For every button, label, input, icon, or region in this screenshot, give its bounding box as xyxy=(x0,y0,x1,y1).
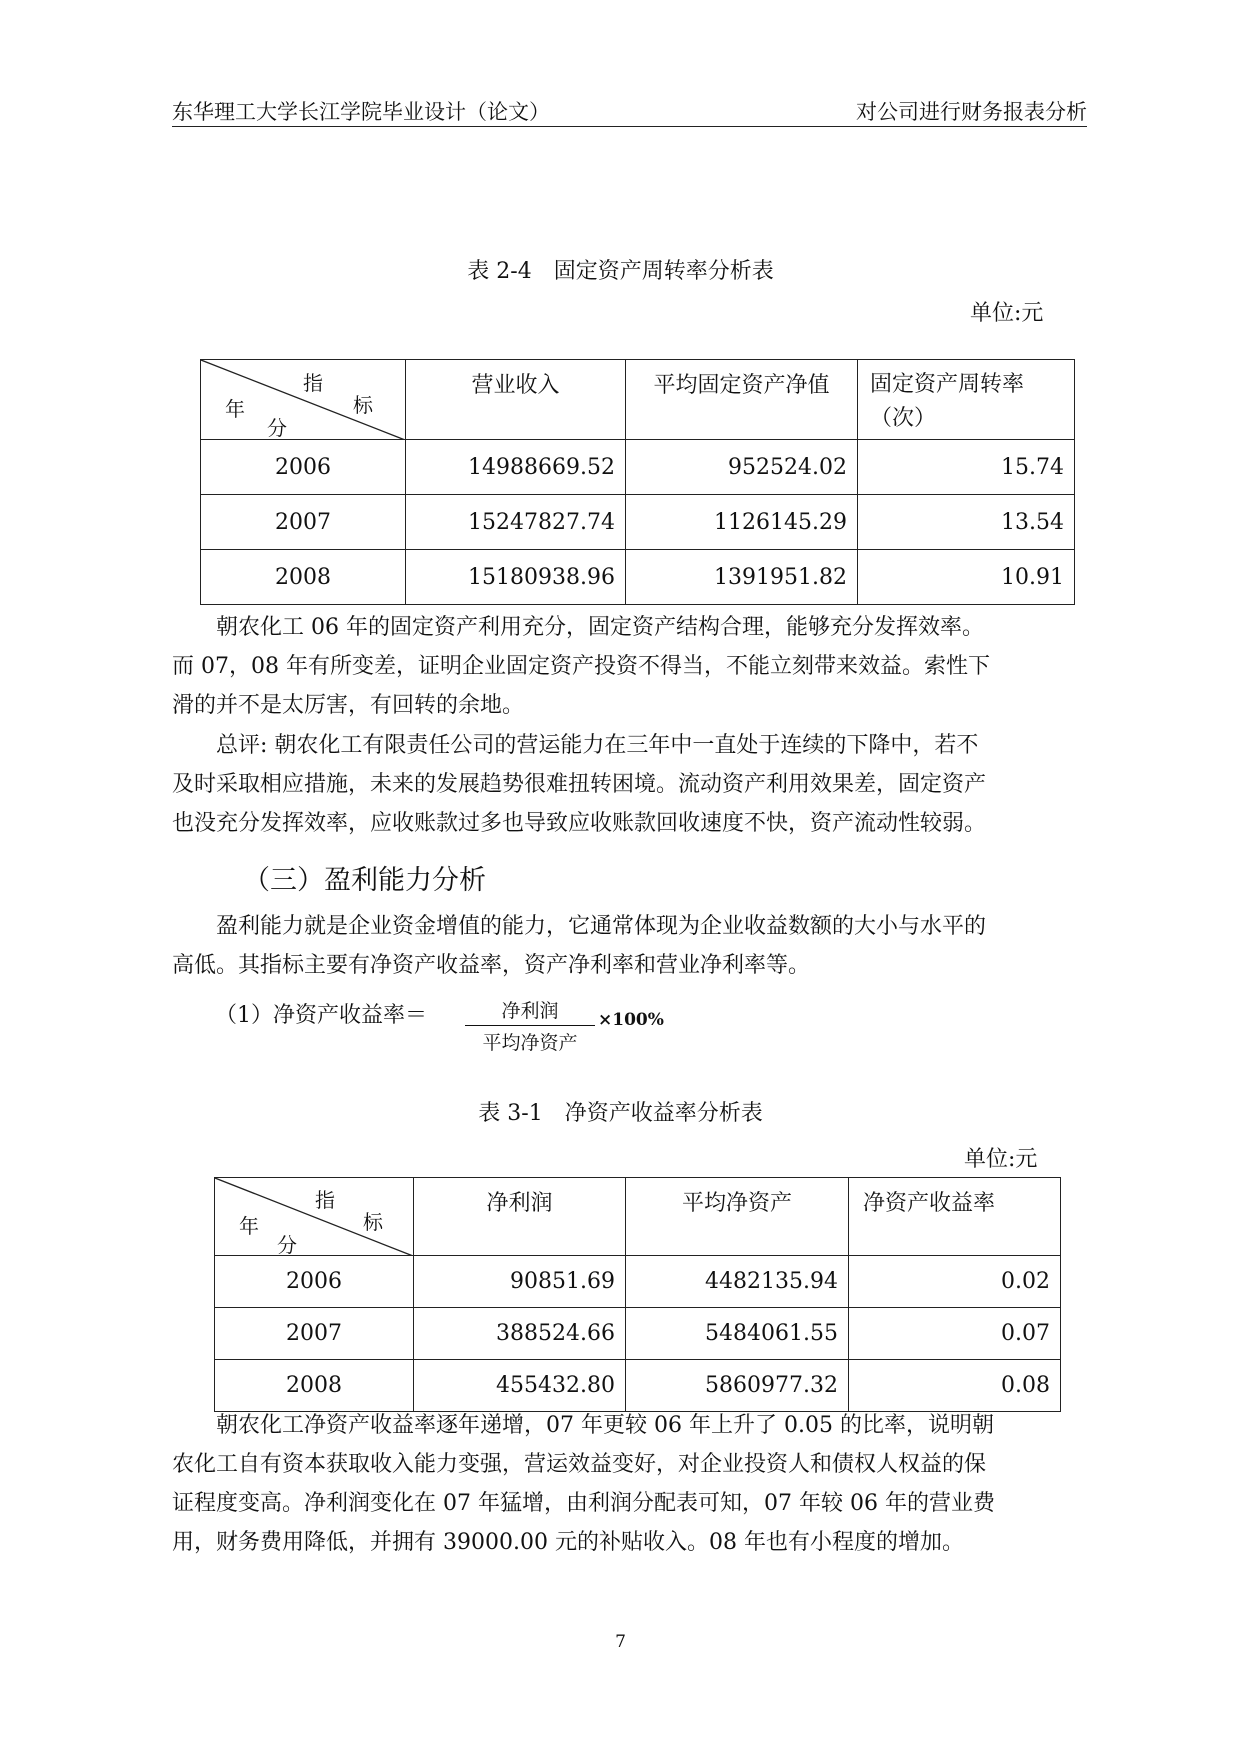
diagonal-corner-cell xyxy=(215,1178,414,1256)
formula-label: （1）净资产收益率＝ xyxy=(215,1003,427,1028)
value-cell: 1391951.82 xyxy=(626,550,858,605)
value-cell: 10.91 xyxy=(858,550,1075,605)
corner-label-bottom: 分 xyxy=(267,416,287,440)
paragraph-summary xyxy=(172,726,1087,843)
table2-caption: 表 3-1 净资产收益率分析表 xyxy=(478,1101,763,1126)
value-cell: 388524.66 xyxy=(414,1308,626,1360)
table-row xyxy=(201,440,1075,495)
diagonal-corner-cell xyxy=(201,360,406,440)
formula-multiplier: ×100% xyxy=(598,1010,664,1030)
fixed-asset-turnover-table xyxy=(200,359,1075,605)
text-line: 农化工自有资本获取收入能力变强，营运效益变好，对企业投资人和债权人权益的保 xyxy=(172,1452,987,1477)
formula-fraction xyxy=(465,996,595,1055)
year-cell: 2008 xyxy=(201,550,406,605)
paragraph-fixed-asset-comment xyxy=(172,608,1087,725)
value-cell: 5860977.32 xyxy=(626,1360,849,1412)
roe-table xyxy=(214,1177,1061,1412)
table-row xyxy=(215,1256,1061,1308)
value-cell: 5484061.55 xyxy=(626,1308,849,1360)
section-heading: （三）盈利能力分析 xyxy=(243,865,486,896)
year-cell: 2007 xyxy=(215,1308,414,1360)
table-row xyxy=(215,1308,1061,1360)
text-line: 及时采取相应措施，未来的发展趋势很难扭转困境。流动资产利用效果差，固定资产 xyxy=(172,772,987,797)
table1-unit: 单位:元 xyxy=(970,301,1044,326)
year-cell: 2008 xyxy=(215,1360,414,1412)
column-header: 净资产收益率 xyxy=(849,1178,1061,1256)
text-line: 朝农化工 06 年的固定资产利用充分，固定资产结构合理，能够充分发挥效率。 xyxy=(216,615,984,640)
header-left-title: 东华理工大学长江学院毕业设计（论文） xyxy=(172,100,550,124)
formula-denominator: 平均净资产 xyxy=(482,1032,578,1054)
corner-label-left: 年 xyxy=(239,1214,259,1238)
column-header-line2: （次） xyxy=(870,406,937,431)
table1-caption: 表 2-4 固定资产周转率分析表 xyxy=(467,259,774,284)
value-cell: 90851.69 xyxy=(414,1256,626,1308)
value-cell: 14988669.52 xyxy=(406,440,626,495)
text-line: 高低。其指标主要有净资产收益率，资产净利率和营业净利率等。 xyxy=(172,953,811,978)
text-line: 盈利能力就是企业资金增值的能力，它通常体现为企业收益数额的大小与水平的 xyxy=(216,914,987,939)
column-header: 净利润 xyxy=(414,1178,626,1256)
table2-unit: 单位:元 xyxy=(964,1147,1038,1172)
text-line: 证程度变高。净利润变化在 07 年猛增，由利润分配表可知，07 年较 06 年的营业费 xyxy=(172,1491,995,1516)
value-cell: 0.08 xyxy=(849,1360,1061,1412)
year-cell: 2006 xyxy=(215,1256,414,1308)
value-cell: 1126145.29 xyxy=(626,495,858,550)
text-line: 也没充分发挥效率，应收账款过多也导致应收账款回收速度不快，资产流动性较弱。 xyxy=(172,811,987,836)
page-header xyxy=(172,92,1087,127)
column-header: 平均净资产 xyxy=(626,1178,849,1256)
column-header xyxy=(858,360,1075,440)
value-cell: 15180938.96 xyxy=(406,550,626,605)
corner-label-left: 年 xyxy=(225,397,245,421)
text-line: 滑的并不是太厉害，有回转的余地。 xyxy=(172,693,525,718)
column-header-line1: 固定资产周转率 xyxy=(870,372,1025,397)
value-cell: 952524.02 xyxy=(626,440,858,495)
formula-numerator: 净利润 xyxy=(465,996,595,1026)
corner-label-top: 指 xyxy=(303,371,323,395)
corner-label-bottom: 分 xyxy=(277,1233,297,1257)
text-line: 而 07，08 年有所变差，证明企业固定资产投资不得当，不能立刻带来效益。索性下 xyxy=(172,654,990,679)
page-number: 7 xyxy=(615,1632,626,1652)
text-line: 总评: 朝农化工有限责任公司的营运能力在三年中一直处于连续的下降中，若不 xyxy=(216,733,979,758)
value-cell: 455432.80 xyxy=(414,1360,626,1412)
value-cell: 0.02 xyxy=(849,1256,1061,1308)
year-cell: 2007 xyxy=(201,495,406,550)
corner-label-top: 指 xyxy=(315,1188,335,1212)
table-header-row xyxy=(215,1178,1061,1256)
value-cell: 15247827.74 xyxy=(406,495,626,550)
year-cell: 2006 xyxy=(201,440,406,495)
header-right-title: 对公司进行财务报表分析 xyxy=(856,100,1087,124)
column-header: 营业收入 xyxy=(406,360,626,440)
corner-label-right: 标 xyxy=(353,393,373,417)
table-row xyxy=(215,1360,1061,1412)
column-header: 平均固定资产净值 xyxy=(626,360,858,440)
value-cell: 0.07 xyxy=(849,1308,1061,1360)
value-cell: 15.74 xyxy=(858,440,1075,495)
table-row xyxy=(201,550,1075,605)
text-line: 朝农化工净资产收益率逐年递增，07 年更较 06 年上升了 0.05 的比率，说明朝 xyxy=(216,1413,994,1438)
corner-label-right: 标 xyxy=(363,1210,383,1234)
paragraph-profitability-intro xyxy=(172,907,1087,985)
value-cell: 4482135.94 xyxy=(626,1256,849,1308)
value-cell: 13.54 xyxy=(858,495,1075,550)
text-line: 用，财务费用降低，并拥有 39000.00 元的补贴收入。08 年也有小程度的增加。 xyxy=(172,1530,964,1555)
table-header-row xyxy=(201,360,1075,440)
table-row xyxy=(201,495,1075,550)
paragraph-roe-comment xyxy=(172,1406,1087,1562)
